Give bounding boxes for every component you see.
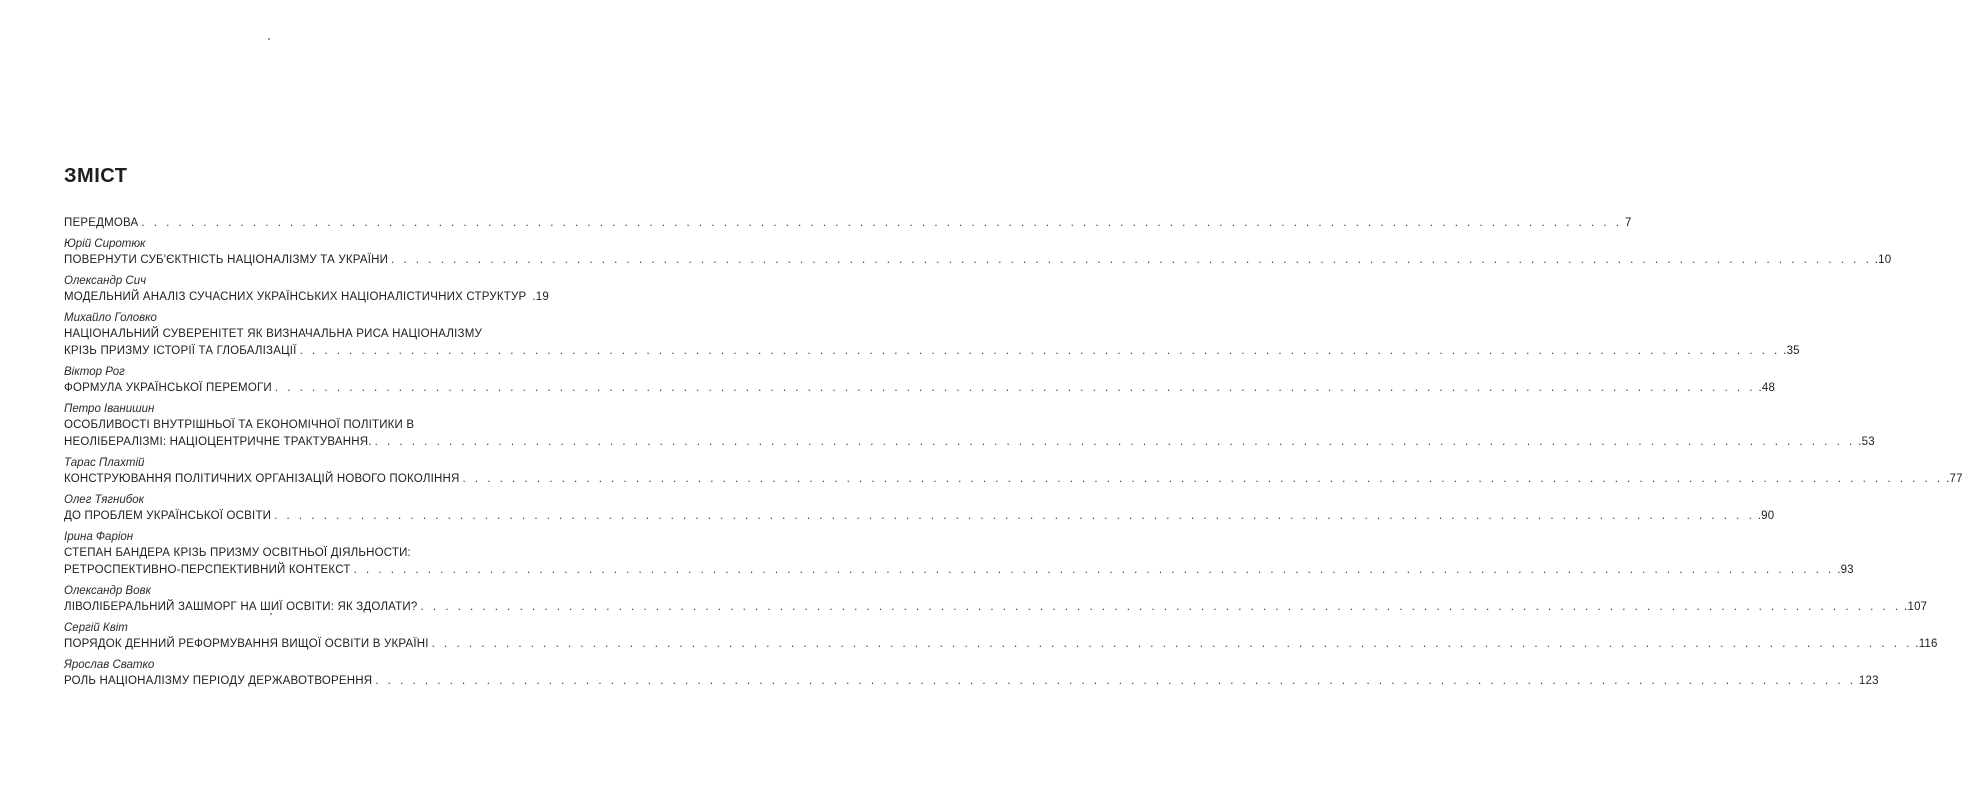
author-name: Олег Тягнибок xyxy=(64,494,145,506)
toc-entry[interactable] xyxy=(64,455,1963,488)
toc-line xyxy=(64,289,549,306)
article-title: СТЕПАН БАНДЕРА КРІЗЬ ПРИЗМУ ОСВІТНЬОЇ ДІЯЛЬНОСТИ: xyxy=(64,547,411,559)
toc-line xyxy=(64,599,1928,616)
page-number: .19 xyxy=(532,291,549,303)
author-name: Віктор Рог xyxy=(64,366,125,378)
article-title: ОСОБЛИВОСТІ ВНУТРІШНЬОЇ ТА ЕКОНОМІЧНОЇ ПОЛІТИКИ В xyxy=(64,419,415,431)
toc-line xyxy=(64,343,1800,360)
article-title: КОНСТРУЮВАННЯ ПОЛІТИЧНИХ ОРГАНІЗАЦІЙ НОВОГО ПОКОЛІННЯ xyxy=(64,473,460,485)
toc-entry[interactable] xyxy=(64,657,1879,690)
dot-leader: . . . . . . . . . . . . . . . . . . . . . . . . . . . . . . . . . . . . . . . . . . . . . . . . . . . . . . . . . . . . . . . . . . . . . . . . . . . . . . . . . . . . . . . . . . . . . . . . . . . . . . . . . . . . . . . . . . . . . . . . xyxy=(374,436,1856,448)
toc-line xyxy=(64,215,1632,232)
article-title: ПОРЯДОК ДЕННИЙ РЕФОРМУВАННЯ ВИЩОЇ ОСВІТИ В УКРАЇНІ xyxy=(64,638,429,650)
article-title: НАЦІОНАЛЬНИЙ СУВЕРЕНІТЕТ ЯК ВИЗНАЧАЛЬНА РИСА НАЦІОНАЛІЗМУ xyxy=(64,328,482,340)
dot-leader: . . . . . . . . . . . . . . . . . . . . . . . . . . . . . . . . . . . . . . . . . . . . . . . . . . . . . . . . . . . . . . . . . . . . . . . . . . . . . . . . . . . . . . . . . . . . . . . . . . . . . . . . . . . . . . . . . . . . . . . . xyxy=(462,473,1944,485)
article-title: ЛІВОЛІБЕРАЛЬНИЙ ЗАШМОРГ НА ШИЇ ОСВІТИ: ЯК ЗДОЛАТИ? xyxy=(64,601,418,613)
author-name: Юрій Сиротюк xyxy=(64,238,146,250)
author-name: Сергій Квіт xyxy=(64,622,128,634)
toc-entry[interactable] xyxy=(64,620,1938,653)
page-title: ЗМІСТ xyxy=(64,165,128,187)
page-number: 7 xyxy=(1624,217,1632,229)
page-number: .48 xyxy=(1758,382,1776,394)
toc-entry[interactable] xyxy=(64,492,1775,525)
author-name: Олександр Сич xyxy=(64,275,147,287)
author-name: Михайло Головко xyxy=(64,312,157,324)
page-number: .116 xyxy=(1915,638,1938,650)
dot-leader: . . . . . . . . . . . . . . . . . . . . . . . . . . . . . . . . . . . . . . . . . . . . . . . . . . . . . . . . . . . . . . . . . . . . . . . . . . . . . . . . . . . . . . . . . . . . . . . . . . . . . . . . . . . . . . . . . . . . . . . . xyxy=(353,564,1835,576)
toc-line xyxy=(64,471,1963,488)
article-title: РОЛЬ НАЦІОНАЛІЗМУ ПЕРІОДУ ДЕРЖАВОТВОРЕННЯ xyxy=(64,675,373,687)
page-number: .10 xyxy=(1874,254,1892,266)
dot-leader: . . . . . . . . . . . . . . . . . . . . . . . . . . . . . . . . . . . . . . . . . . . . . . . . . . . . . . . . . . . . . . . . . . . . . . . . . . . . . . . . . . . . . . . . . . . . . . . . . . . . . . . . . . . . . . . . . . . . . . . . xyxy=(274,510,1755,522)
article-title: РЕТРОСПЕКТИВНО-ПЕРСПЕКТИВНИЙ КОНТЕКСТ xyxy=(64,564,351,576)
dot-leader: . . . . . . . . . . . . . . . . . . . . . . . . . . . . . . . . . . . . . . . . . . . . . . . . . . . . . . . . . . . . . . . . . . . . . . . . . . . . . . . . . . . . . . . . . . . . . . . . . . . . . . . . . . . . . . . . . . . . . . . . xyxy=(391,254,1872,266)
toc-line xyxy=(64,673,1879,690)
print-speck xyxy=(270,613,272,615)
article-title: ПЕРЕДМОВА xyxy=(64,217,139,229)
article-title: НЕОЛІБЕРАЛІЗМІ: НАЦІОЦЕНТРИЧНЕ ТРАКТУВАННЯ. xyxy=(64,436,372,448)
table-of-contents xyxy=(64,215,1963,694)
dot-leader: . . . . . . . . . . . . . . . . . . . . . . . . . . . . . . . . . . . . . . . . . . . . . . . . . . . . . . . . . . . . . . . . . . . . . . . . . . . . . . . . . . . . . . . . . . . . . . . . . . . . . . . . . . . . . . . . . . . . . . . . xyxy=(274,382,1756,394)
page-number: .93 xyxy=(1837,564,1854,576)
toc-entry[interactable] xyxy=(64,529,1854,579)
toc-line xyxy=(64,508,1775,525)
page-number: 123 xyxy=(1858,675,1879,687)
toc-line xyxy=(64,636,1938,653)
toc-line xyxy=(64,434,1875,451)
dot-leader: . . . . . . . . . . . . . . . . . . . . . . . . . . . . . . . . . . . . . . . . . . . . . . . . . . . . . . . . . . . . . . . . . . . . . . . . . . . . . . . . . . . . . . . . . . . . . . . . . . . . . . . . . . . . . . . . . . . . . . . . xyxy=(431,638,1913,650)
print-speck xyxy=(268,38,270,40)
article-title: ФОРМУЛА УКРАЇНСЬКОЇ ПЕРЕМОГИ xyxy=(64,382,272,394)
dot-leader: . . . . . . . . . . . . . . . . . . . . . . . . . . . . . . . . . . . . . . . . . . . . . . . . . . . . . . . . . . . . . . . . . . . . . . . . . . . . . . . . . . . . . . . . . . . . . . . . . . . . . . . . . . . . . . . . . . . . . . . . xyxy=(375,675,1856,687)
dot-leader: . . . . . . . . . . . . . . . . . . . . . . . . . . . . . . . . . . . . . . . . . . . . . . . . . . . . . . . . . . . . . . . . . . . . . . . . . . . . . . . . . . . . . . . . . . . . . . . . . . . . . . . . . . . . . . . . . . . . . . . . xyxy=(420,601,1902,613)
toc-entry[interactable] xyxy=(64,310,1800,360)
article-title: МОДЕЛЬНИЙ АНАЛІЗ СУЧАСНИХ УКРАЇНСЬКИХ НАЦІОНАЛІСТИЧНИХ СТРУКТУР xyxy=(64,291,527,303)
article-title: КРІЗЬ ПРИЗМУ ІСТОРІЇ ТА ГЛОБАЛІЗАЦІЇ xyxy=(64,345,297,357)
author-name: Олександр Вовк xyxy=(64,585,151,597)
toc-entry[interactable] xyxy=(64,236,1892,269)
page-number: .53 xyxy=(1858,436,1875,448)
page-number: .35 xyxy=(1783,345,1800,357)
page-number: .77 xyxy=(1946,473,1963,485)
dot-leader: . . . . . . . . . . . . . . . . . . . . . . . . . . . . . . . . . . . . . . . . . . . . . . . . . . . . . . . . . . . . . . . . . . . . . . . . . . . . . . . . . . . . . . . . . . . . . . . . . . . . . . . . . . . . . . . . . . . . . . . . xyxy=(299,345,1781,357)
page-number: .90 xyxy=(1757,510,1775,522)
dot-leader: . . . . . . . . . . . . . . . . . . . . . . . . . . . . . . . . . . . . . . . . . . . . . . . . . . . . . . . . . . . . . . . . . . . . . . . . . . . . . . . . . . . . . . . . . . . . . . . . . . . . . . . . . . . . . . . . . . . . . . . . xyxy=(141,217,1622,229)
article-title: ПОВЕРНУТИ СУБ'ЄКТНІСТЬ НАЦІОНАЛІЗМУ ТА УКРАЇНИ xyxy=(64,254,389,266)
toc-entry[interactable] xyxy=(64,401,1875,451)
toc-line xyxy=(64,562,1854,579)
author-name: Петро Іванишин xyxy=(64,403,155,415)
toc-entry[interactable] xyxy=(64,364,1776,397)
toc-line xyxy=(64,252,1892,269)
toc-line xyxy=(64,380,1776,397)
article-title: ДО ПРОБЛЕМ УКРАЇНСЬКОЇ ОСВІТИ xyxy=(64,510,272,522)
toc-entry[interactable] xyxy=(64,583,1928,616)
author-name: Ярослав Сватко xyxy=(64,659,155,671)
toc-entry[interactable] xyxy=(64,273,549,306)
toc-entry[interactable] xyxy=(64,215,1632,232)
author-name: Ірина Фаріон xyxy=(64,531,134,543)
author-name: Тарас Плахтій xyxy=(64,457,145,469)
page-number: .107 xyxy=(1904,601,1928,613)
